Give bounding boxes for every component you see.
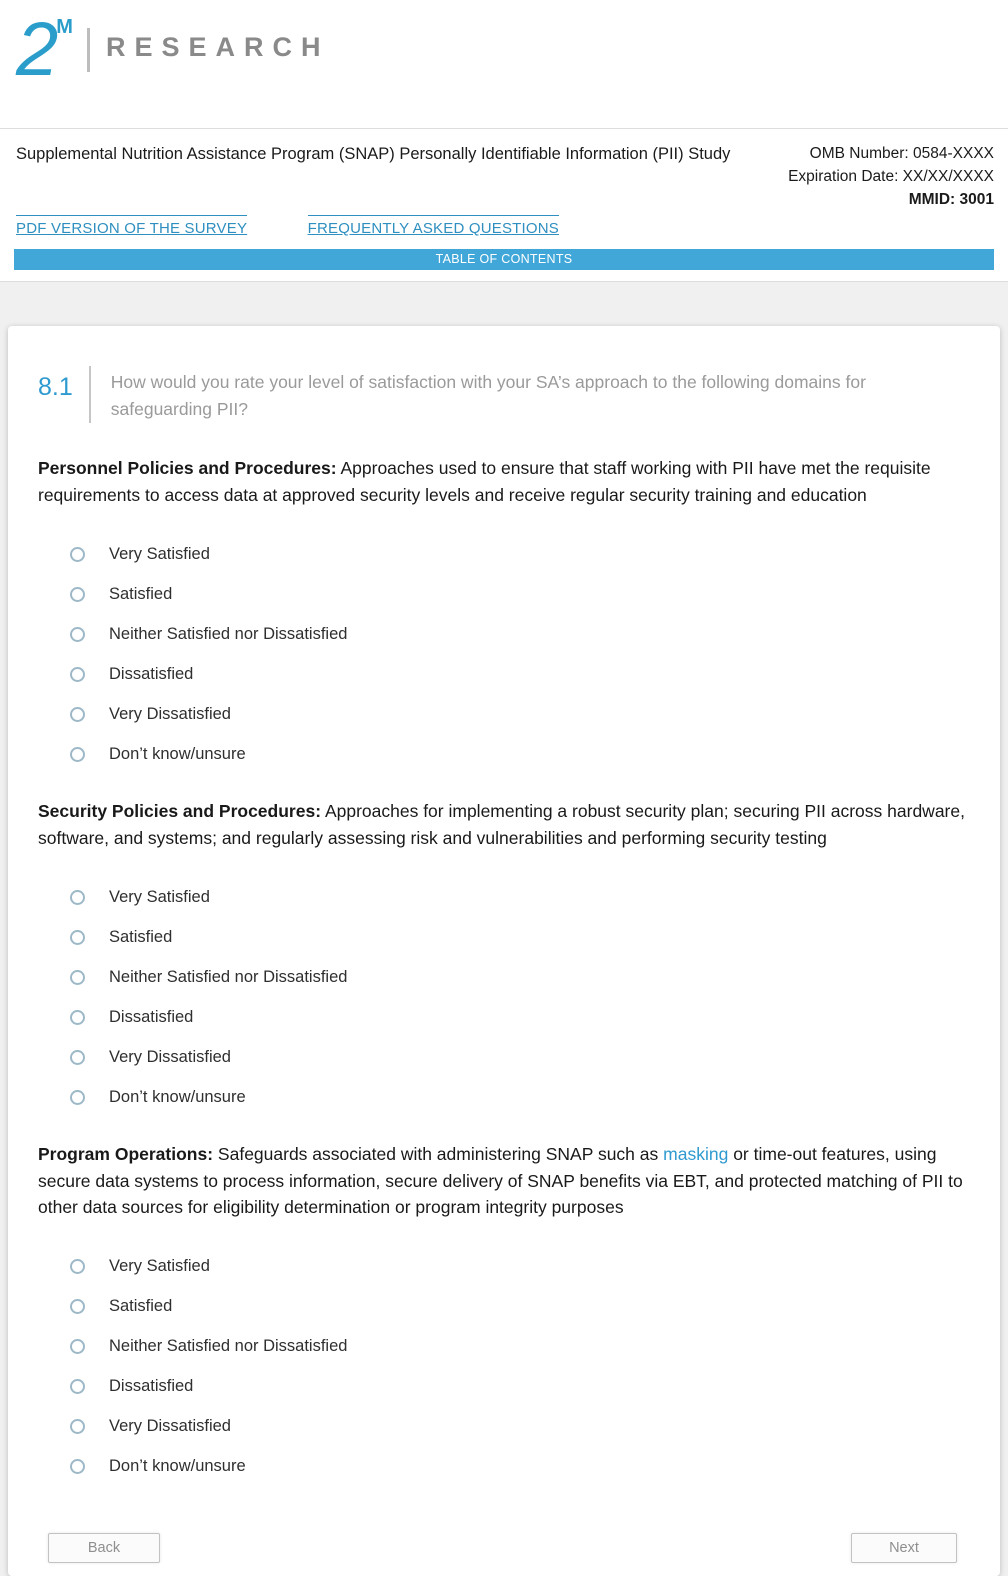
radio-label: Dissatisfied (109, 1377, 194, 1395)
survey-header (0, 128, 1008, 282)
question-divider (89, 366, 91, 423)
domain-title: Personnel Policies and Procedures: (38, 458, 337, 478)
radio-option-very-satisfied[interactable] (64, 534, 210, 574)
radio-label: Satisfied (109, 584, 173, 603)
survey-card (8, 326, 1000, 1576)
radio-option-dont-know[interactable] (64, 1447, 246, 1487)
domain-description-text: or time-out features, using secure data systems to process information, secure delivery of SNAP benefits via EBT, and protected matching of PII to other data sources for eligibility determination or program integrity purposes (38, 1144, 963, 1217)
radio-option-dissatisfied[interactable] (64, 654, 193, 694)
omb-number: OMB Number: 0584-XXXX (809, 145, 994, 162)
radio-button[interactable] (70, 667, 85, 682)
radio-option-very-dissatisfied[interactable] (64, 1037, 231, 1077)
radio-label: Neither Satisfied nor Dissatisfied (109, 967, 348, 986)
radio-button[interactable] (70, 1299, 85, 1314)
logo-header (0, 0, 1008, 128)
radio-option-dissatisfied[interactable] (64, 1367, 193, 1407)
radio-button[interactable] (70, 627, 85, 642)
question-number: 8.1 (38, 373, 73, 401)
radio-button[interactable] (70, 1050, 85, 1065)
domain-section-program-operations (38, 1141, 970, 1487)
radio-label: Don’t know/unsure (109, 1087, 246, 1106)
back-button[interactable]: Back (48, 1533, 160, 1563)
logo-wordmark: RESEARCH (105, 31, 330, 62)
radio-option-very-satisfied[interactable] (64, 877, 210, 917)
radio-button[interactable] (70, 1010, 85, 1025)
radio-label: Satisfied (109, 1297, 173, 1315)
radio-option-neither[interactable] (64, 614, 347, 654)
domain-section-personnel (38, 455, 970, 774)
domain-description-text: Approaches for implementing a robust security plan; securing PII across hardware, software, and systems; and regularly assessing risk and vulnerabilities and performing security testing (38, 801, 965, 848)
2m-research-logo (16, 7, 330, 92)
masking-link[interactable]: masking (663, 1144, 729, 1164)
radio-button[interactable] (70, 1379, 85, 1394)
radio-button[interactable] (70, 1459, 85, 1474)
radio-button[interactable] (70, 890, 85, 905)
radio-label: Dissatisfied (109, 664, 194, 683)
radio-label: Don’t know/unsure (109, 1457, 246, 1475)
domain-description (38, 798, 970, 851)
radio-option-very-satisfied[interactable] (64, 1247, 210, 1287)
expiration-date: Expiration Date: XX/XX/XXXX (788, 168, 994, 185)
question-header (38, 366, 970, 423)
radio-label: Very Satisfied (109, 1257, 210, 1275)
radio-option-satisfied[interactable] (64, 917, 172, 957)
radio-option-dont-know[interactable] (64, 1077, 246, 1117)
study-title: Supplemental Nutrition Assistance Program (SNAP) Personally Identifiable Information (PII) Study (16, 145, 731, 163)
domain-title: Security Policies and Procedures: (38, 801, 322, 821)
radio-label: Dissatisfied (109, 1007, 194, 1026)
radio-option-satisfied[interactable] (64, 574, 172, 614)
logo-letter-m: M (56, 16, 73, 38)
header-links (14, 215, 994, 238)
radio-button[interactable] (70, 547, 85, 562)
radio-label: Neither Satisfied nor Dissatisfied (109, 1337, 348, 1355)
radio-option-dissatisfied[interactable] (64, 997, 193, 1037)
radio-label: Satisfied (109, 927, 173, 946)
radio-button[interactable] (70, 747, 85, 762)
radio-option-very-dissatisfied[interactable] (64, 694, 231, 734)
radio-option-neither[interactable] (64, 957, 347, 997)
radio-label: Neither Satisfied nor Dissatisfied (109, 624, 348, 643)
radio-label: Very Dissatisfied (109, 704, 231, 723)
radio-button[interactable] (70, 970, 85, 985)
radio-button[interactable] (70, 587, 85, 602)
radio-label: Very Satisfied (109, 887, 210, 906)
faq-link[interactable]: FREQUENTLY ASKED QUESTIONS (308, 215, 559, 237)
logo-numeral: 2 (16, 7, 59, 92)
2m-logo-mark (16, 7, 73, 92)
radio-option-satisfied[interactable] (64, 1287, 172, 1327)
radio-button[interactable] (70, 930, 85, 945)
domain-description (38, 1141, 970, 1221)
mmid: MMID: 3001 (908, 191, 994, 208)
domain-title: Program Operations: (38, 1144, 214, 1164)
next-button[interactable]: Next (851, 1533, 957, 1563)
radio-button[interactable] (70, 1259, 85, 1274)
radio-button[interactable] (70, 1090, 85, 1105)
logo-divider (87, 28, 90, 72)
radio-label: Don’t know/unsure (109, 744, 246, 763)
table-of-contents-bar[interactable]: TABLE OF CONTENTS (14, 249, 994, 270)
radio-button[interactable] (70, 1419, 85, 1434)
radio-label: Very Dissatisfied (109, 1417, 231, 1435)
radio-button[interactable] (70, 707, 85, 722)
radio-option-neither[interactable] (64, 1327, 347, 1367)
radio-option-very-dissatisfied[interactable] (64, 1407, 231, 1447)
domain-section-security (38, 798, 970, 1117)
radio-label: Very Dissatisfied (109, 1047, 231, 1066)
navigation-buttons (38, 1533, 970, 1563)
pdf-version-link[interactable]: PDF VERSION OF THE SURVEY (16, 215, 247, 237)
radio-option-dont-know[interactable] (64, 734, 246, 774)
header-top-row (14, 142, 994, 211)
header-meta (788, 142, 994, 211)
radio-group-security (64, 877, 970, 1117)
domain-description (38, 455, 970, 508)
domain-description-text: Approaches used to ensure that staff working with PII have met the requisite requirements to access data at approved security levels and receive regular security training and education (38, 458, 931, 505)
question-text: How would you rate your level of satisfaction with your SA’s approach to the following domains for safeguarding PII? (110, 372, 866, 419)
radio-button[interactable] (70, 1339, 85, 1354)
domain-description-text: Safeguards associated with administering SNAP such as (217, 1144, 659, 1164)
radio-group-program-operations (64, 1247, 970, 1487)
radio-group-personnel (64, 534, 970, 774)
radio-label: Very Satisfied (109, 544, 210, 563)
